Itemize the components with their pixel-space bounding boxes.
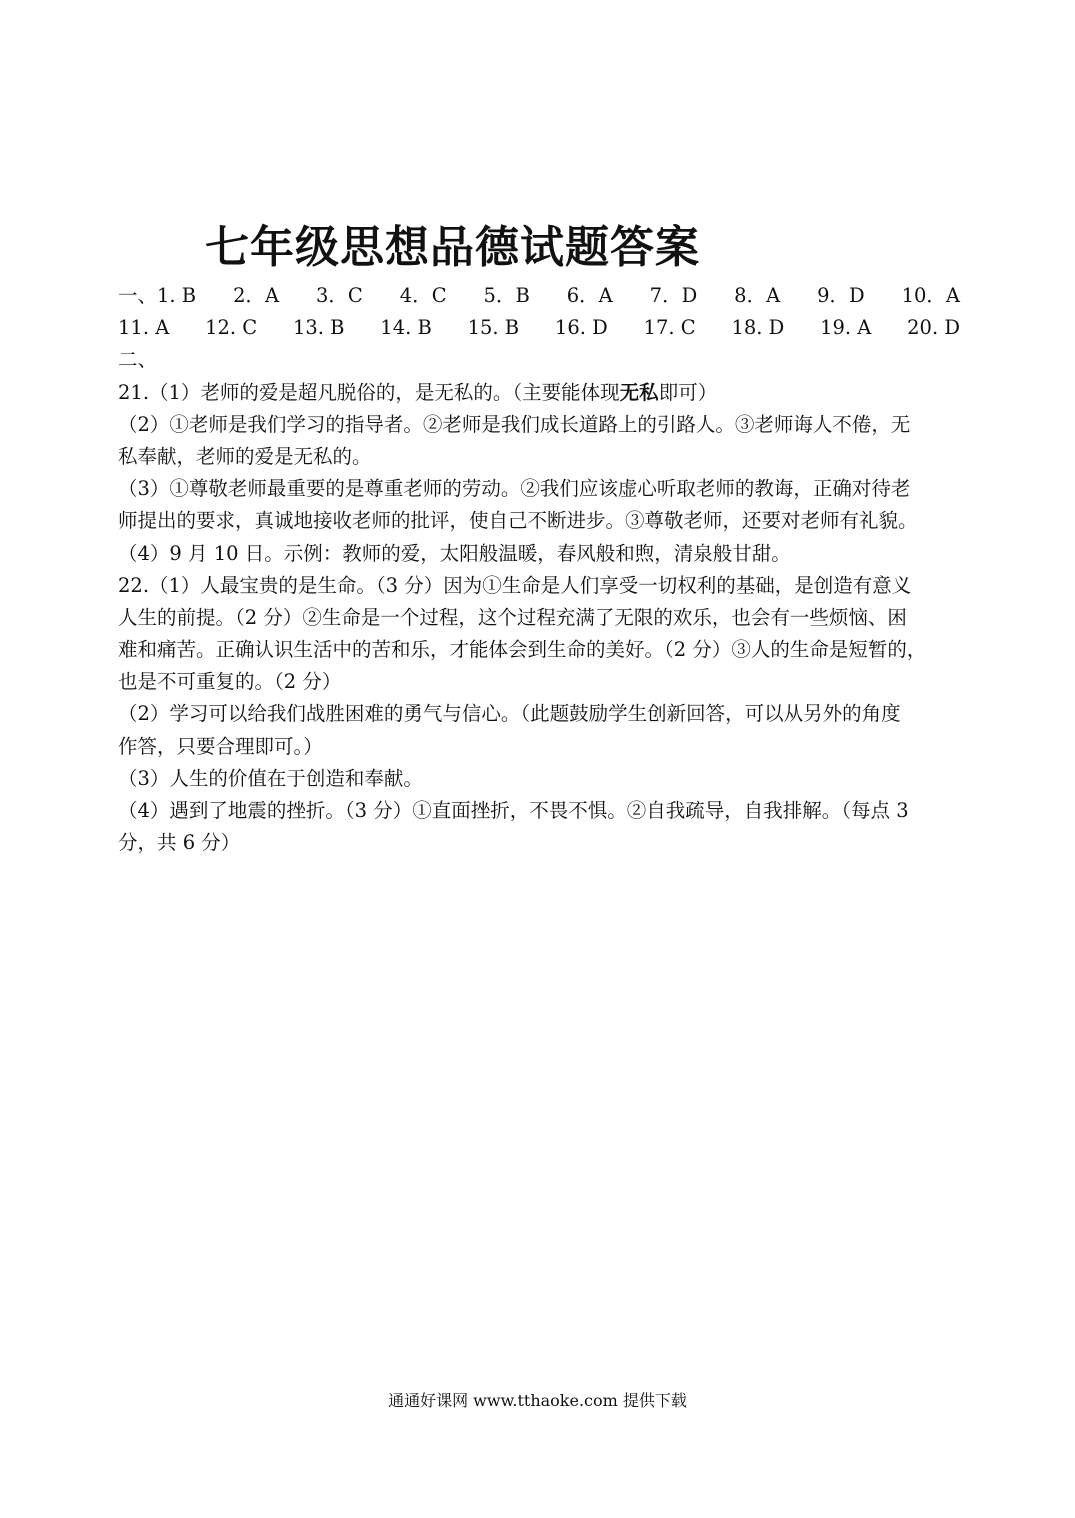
mc-answer: 17. C <box>643 316 696 340</box>
mc-answer: 18. D <box>731 316 785 340</box>
mc-answer: 4．C <box>399 284 447 307</box>
multiple-choice-row-2 <box>118 312 960 344</box>
q21-part2-line1: （2）①老师是我们学习的指导者。②老师是我们成长道路上的引路人。③老师诲人不倦，无 <box>118 412 911 436</box>
q21-part3-line2: 师提出的要求，真诚地接收老师的批评，使自己不断进步。③尊敬老师，还要对老师有礼貌。 <box>118 509 918 533</box>
q22-part1-line2: 人生的前提。（2 分）②生命是一个过程，这个过程充满了无限的欢乐，也会有一些烦恼、困 <box>118 605 907 629</box>
mc-answer: 20. D <box>907 316 960 340</box>
q21-part1-text: 21.（1）老师的爱是超凡脱俗的，是无私的。（主要能体现 <box>118 380 620 404</box>
page-title: 七年级思想品德试题答案 <box>205 222 700 273</box>
section-2-heading: 二、 <box>118 348 158 372</box>
mc-answer: 一、1. B <box>118 284 197 307</box>
answer-body <box>118 280 960 859</box>
mc-answer: 9．D <box>817 284 865 307</box>
q22-part3: （3）人生的价值在于创造和奉献。 <box>118 766 423 790</box>
mc-answer: 8．A <box>734 284 781 307</box>
q22-part4-line1: （4）遇到了地震的挫折。（3 分）①直面挫折，不畏不惧。②自我疏导，自我排解。（每点 3 <box>118 799 909 822</box>
q22-part2-line1: （2）学习可以给我们战胜困难的勇气与信心。（此题鼓励学生创新回答，可以从另外的角度 <box>118 702 901 726</box>
mc-answer: 2．A <box>233 284 280 307</box>
q21-part1-keyword: 无私 <box>619 380 659 404</box>
mc-answer: 14. B <box>380 316 432 340</box>
q21-part2-line2: 私奉献，老师的爱是无私的。 <box>118 444 372 468</box>
mc-answer: 16. D <box>554 316 608 340</box>
mc-answer: 7．D <box>649 284 698 307</box>
page-footer: 通通好课网 www.tthaoke.com 提供下载 <box>388 1391 687 1410</box>
q22-part1-line1: 22.（1）人最宝贵的是生命。（3 分）因为①生命是人们享受一切权利的基础，是创造有意义 <box>118 573 912 597</box>
mc-answer: 12. C <box>205 316 258 340</box>
mc-answer: 5．B <box>483 284 530 307</box>
mc-answer: 11. A <box>118 316 170 340</box>
mc-answer: 13. B <box>292 316 345 340</box>
mc-answer: 3．C <box>316 284 363 307</box>
mc-answer: 10．A <box>901 284 960 307</box>
q21-part1-tail: 即可） <box>658 380 718 404</box>
q21-part4: （4）9 月 10 日。示例：教师的爱，太阳般温暖，春风般和煦，清泉般甘甜。 <box>118 541 791 565</box>
q22-part1-line4: 也是不可重复的。（2 分） <box>118 670 342 694</box>
mc-answer: 6．A <box>566 284 613 307</box>
multiple-choice-row-1 <box>118 280 960 312</box>
mc-answer: 15. B <box>467 316 520 340</box>
q22-part4-line2: 分，共 6 分） <box>118 831 241 855</box>
q22-part2-line2: 作答，只要合理即可。） <box>118 734 323 758</box>
q21-part1 <box>118 377 960 409</box>
mc-answer: 19. A <box>820 316 872 340</box>
q22-part1-line3: 难和痛苦。正确认识生活中的苦和乐，才能体会到生命的美好。（2 分）③人的生命是短暂的， <box>118 638 927 662</box>
q21-part3-line1: （3）①尊敬老师最重要的是尊重老师的劳动。②我们应该虚心听取老师的教诲，正确对待老 <box>118 477 911 501</box>
